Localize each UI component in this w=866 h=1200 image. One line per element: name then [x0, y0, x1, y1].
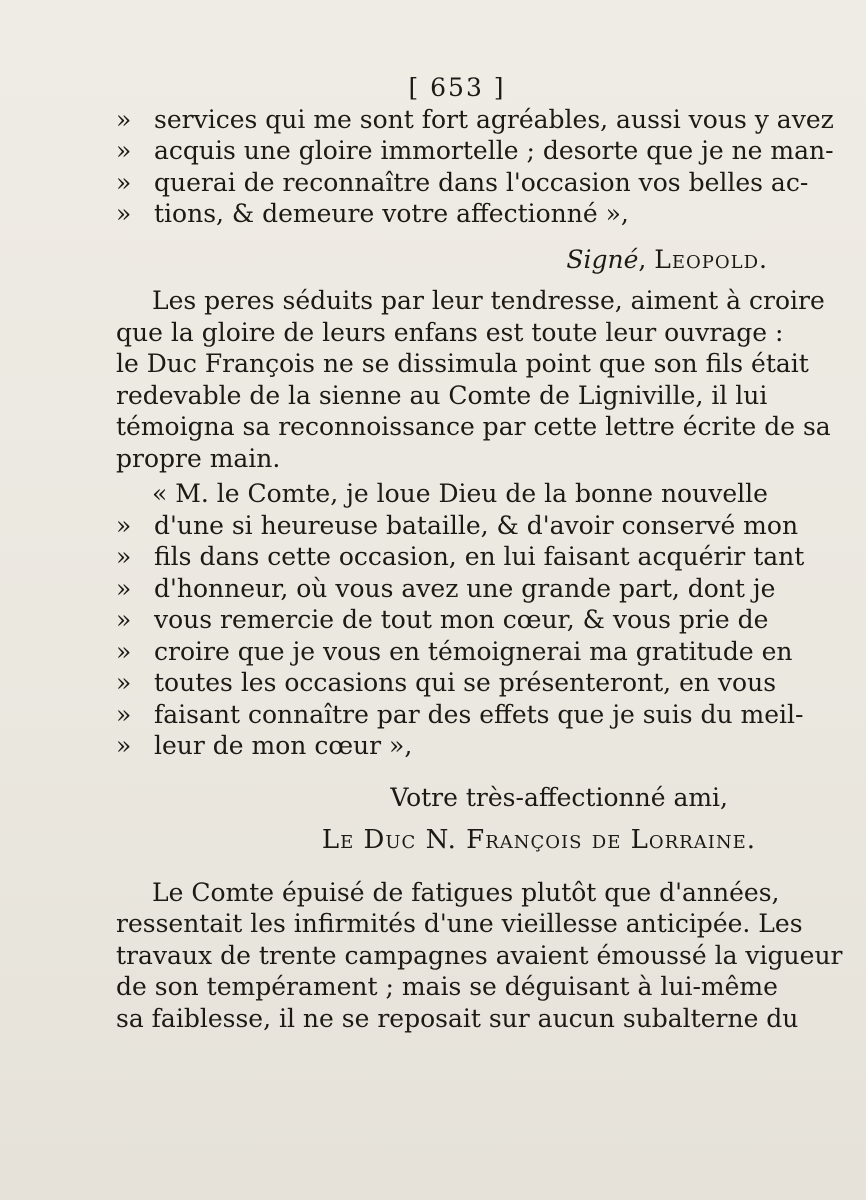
paragraph-fathers: [116, 285, 831, 474]
letter-line: [116, 135, 834, 167]
letter-line-text: leur de mon cœur »,: [154, 731, 413, 760]
letter-line: [116, 667, 777, 699]
signature-separator: ,: [638, 244, 655, 274]
letter-line: [116, 104, 834, 136]
letter-line: [116, 636, 793, 668]
letter-line: [116, 699, 804, 731]
letter-line-text: croire que je vous en témoignerai ma gratitude en: [154, 636, 793, 666]
letter-line-text: d'honneur, où vous avez une grande part, dont je: [154, 573, 776, 603]
signature-prefix: Signé: [566, 244, 639, 274]
signature-leopold: [116, 244, 768, 276]
letter-duc-francois: [116, 478, 805, 762]
letter-line-text: vous remercie de tout mon cœur, & vous prie de: [154, 605, 769, 634]
quote-mark: »: [116, 199, 132, 228]
letter-line-text: faisant connaître par des effets que je suis du meil-: [154, 699, 804, 729]
paragraph-line: propre main.: [116, 443, 281, 473]
paragraph-line: travaux de trente campagnes avaient émoussé la vigueur: [116, 940, 843, 970]
quote-mark: »: [116, 136, 132, 165]
paragraph-line: sa faiblesse, il ne se reposait sur aucun subalterne du: [116, 1003, 799, 1033]
paragraph-line: que la gloire de leurs enfans est toute leur ouvrage :: [116, 317, 784, 347]
quote-mark: »: [116, 731, 132, 760]
quote-mark: »: [116, 605, 132, 634]
letter-line: [116, 510, 799, 542]
quote-mark: »: [116, 167, 132, 197]
paragraph-line: Les peres séduits par leur tendresse, aiment à croire: [152, 286, 825, 315]
letter-line-text: services qui me sont fort agréables, aussi vous y avez: [154, 104, 834, 134]
quote-mark: »: [116, 636, 132, 666]
quote-mark: »: [116, 104, 132, 134]
letter-line: [116, 167, 809, 199]
letter-line: « M. le Comte, je loue Dieu de la bonne nouvelle: [152, 479, 768, 508]
paragraph-line: redevable de la sienne au Comte de Ligniville, il lui: [116, 380, 768, 410]
paragraph-line: ressentait les infirmités d'une vieillesse anticipée. Les: [116, 909, 803, 938]
letter-line: [116, 541, 805, 573]
quote-mark: »: [116, 510, 132, 540]
page-text: [116, 72, 843, 1034]
letter-line: [116, 604, 768, 636]
letter-line: [116, 573, 776, 605]
letter-line-text: acquis une gloire immortelle ; desorte que je ne man-: [154, 136, 834, 165]
letter-author: Le Duc N. François de Lorraine.: [321, 825, 756, 855]
letter-line-text: toutes les occasions qui se présenteront, en vous: [154, 668, 777, 697]
quote-mark: »: [116, 573, 132, 603]
paragraph-line: le Duc François ne se dissimula point que son fils était: [116, 349, 809, 378]
page-number: [ 653 ]: [408, 73, 506, 102]
letter-line-text: querai de reconnaître dans l'occasion vos belles ac-: [154, 167, 809, 197]
letter-line: [116, 198, 768, 230]
letter-line-text: tions, & demeure votre affectionné »,: [154, 199, 629, 228]
quote-mark: »: [116, 699, 132, 729]
paragraph-comte: [116, 877, 843, 1035]
letter-line-text: d'une si heureuse bataille, & d'avoir conservé mon: [154, 510, 799, 540]
letter-line-text: fils dans cette occasion, en lui faisant acquérir tant: [154, 542, 805, 571]
paragraph-line: Le Comte épuisé de fatigues plutôt que d'années,: [152, 877, 780, 907]
paragraph-line: de son tempérament ; mais se déguisant à lui-même: [116, 972, 778, 1001]
letter-closing: Votre très-affectionné ami,: [390, 782, 728, 812]
signature-name: Leopold.: [654, 244, 768, 274]
letter-leopold: [116, 104, 834, 230]
quote-mark: »: [116, 668, 132, 697]
letter-line: [116, 730, 768, 762]
paragraph-line: témoigna sa reconnoissance par cette lettre écrite de sa: [116, 412, 831, 441]
quote-mark: »: [116, 542, 132, 571]
